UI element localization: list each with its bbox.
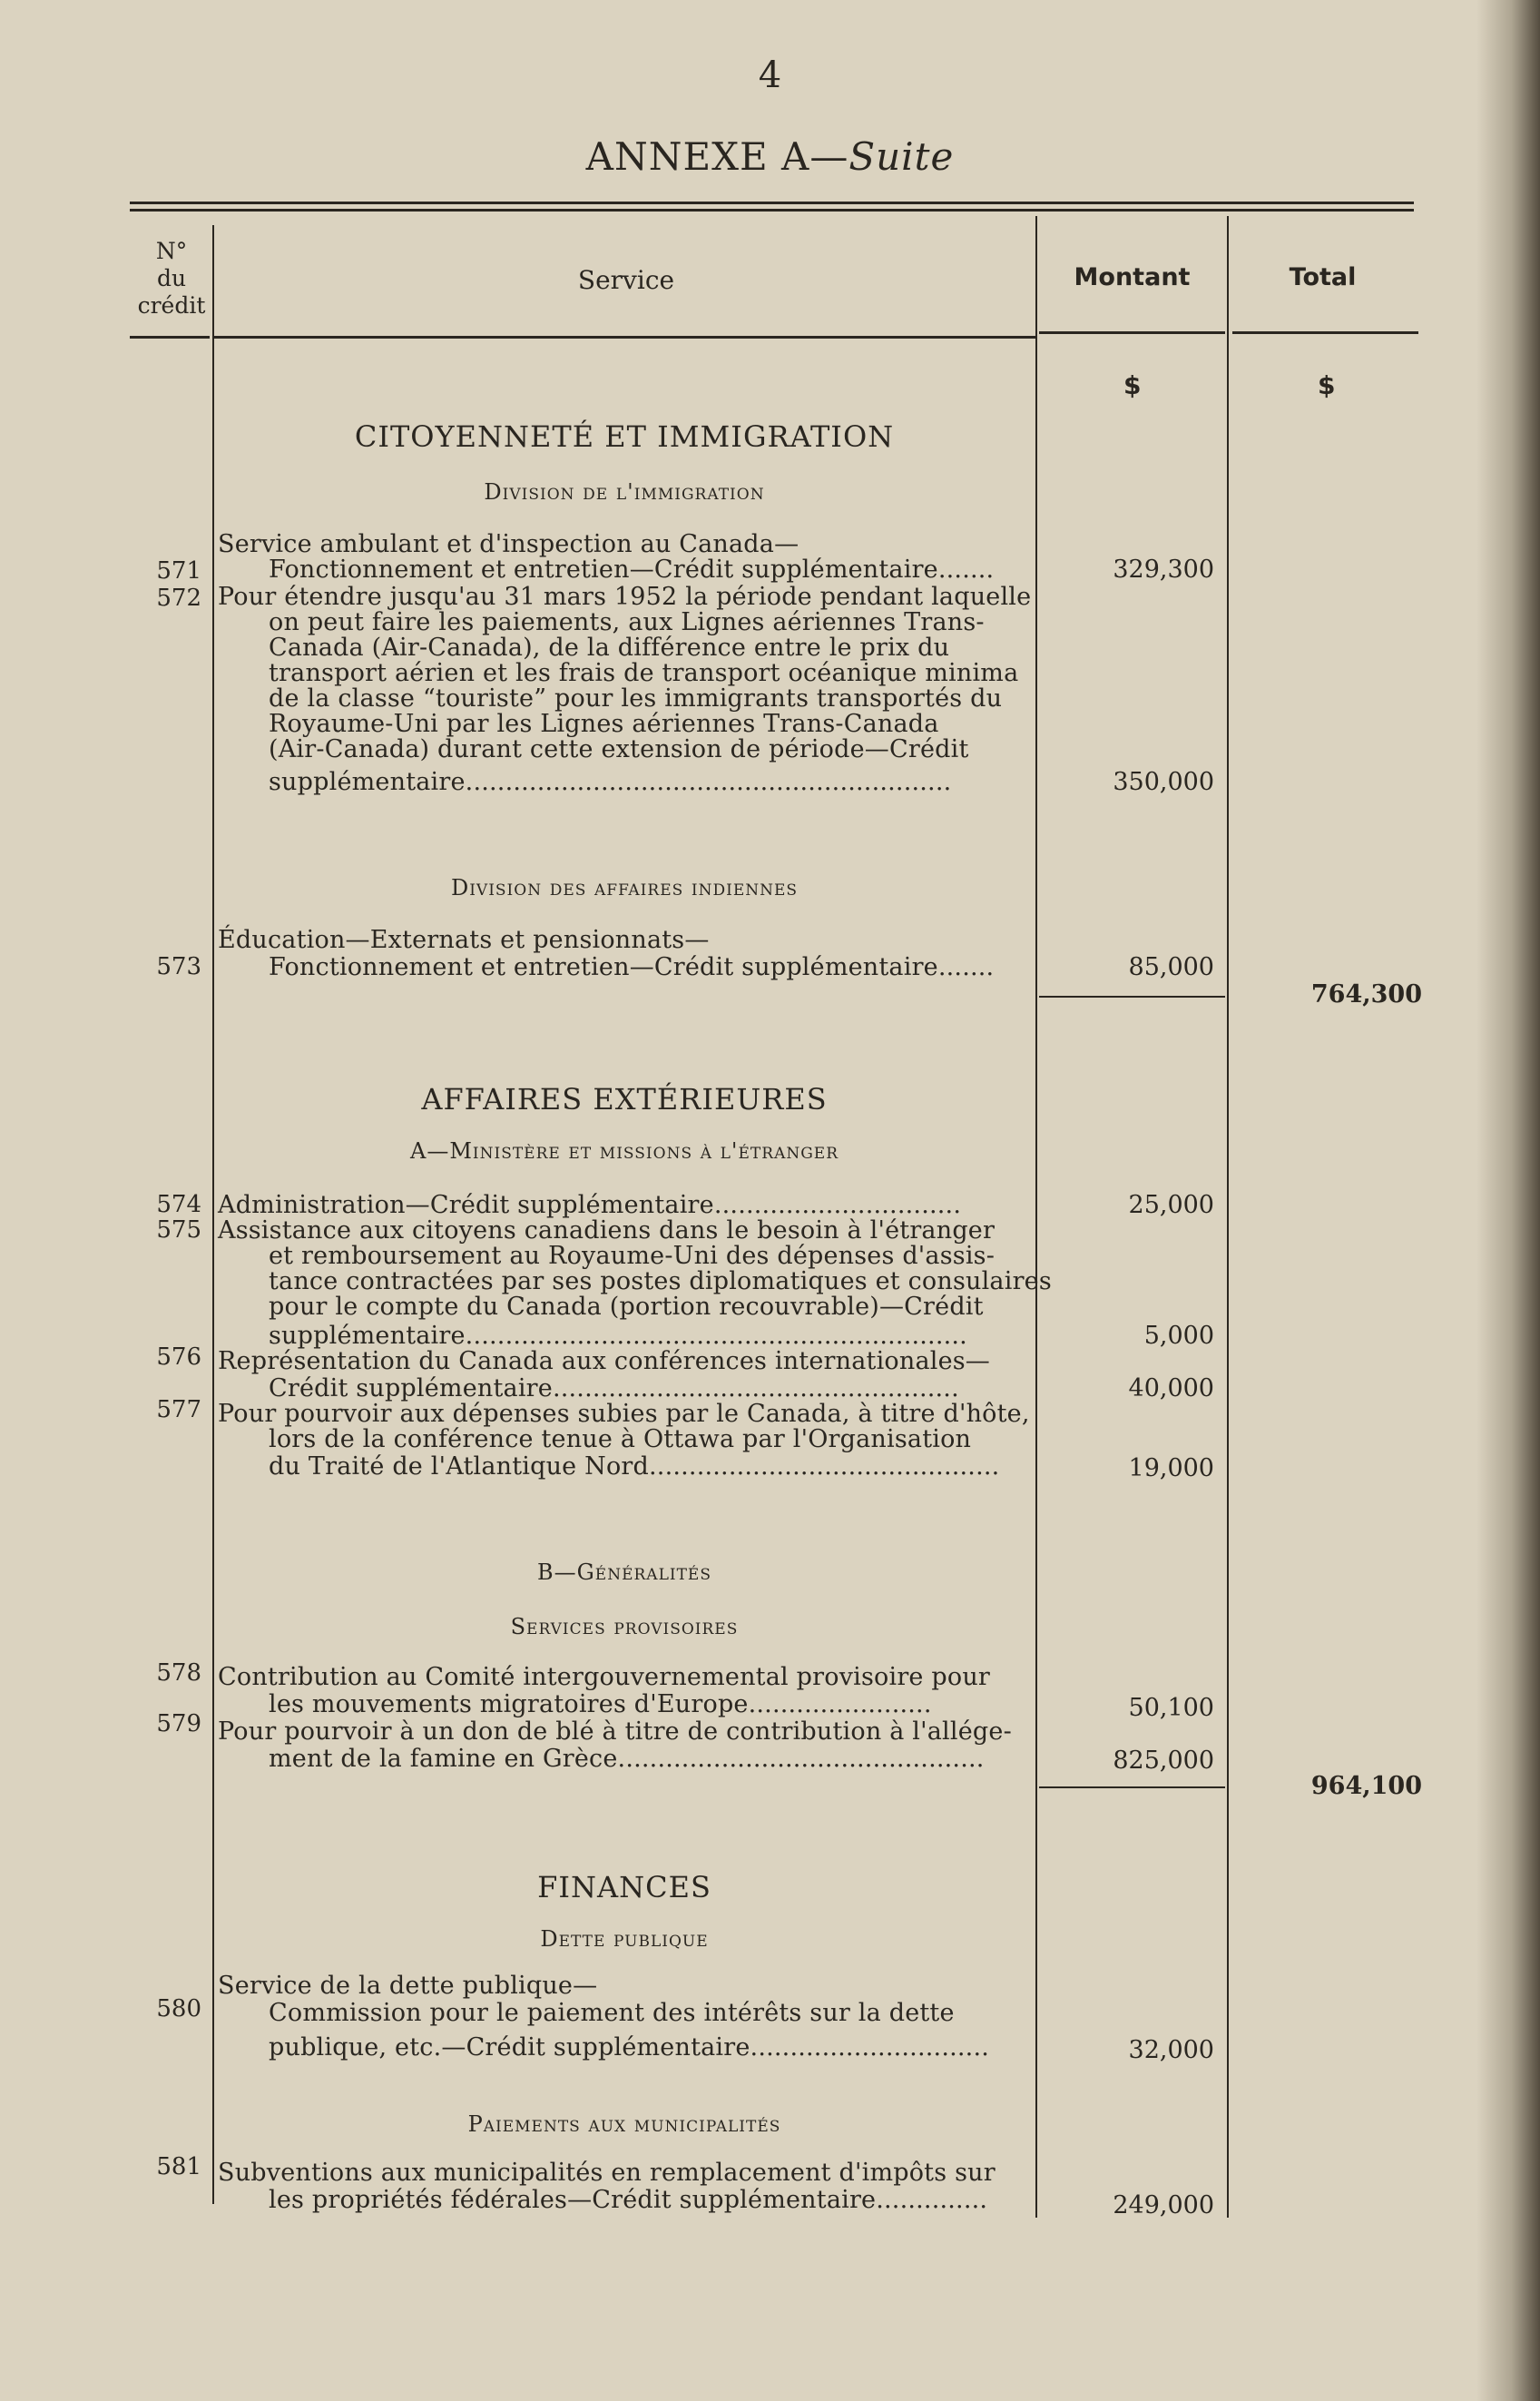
item-572-amount: 350,000	[1113, 768, 1214, 796]
item-575-line-3: tance contractées par ses postes diplomatiques et consulaires	[269, 1267, 1052, 1295]
item-575-line-4: pour le compte du Canada (portion recouvrable)—Crédit	[269, 1293, 984, 1321]
page-edge-shadow	[1476, 0, 1540, 2401]
item-580-line-2: publique, etc.—Crédit supplémentaire..............................	[269, 2033, 990, 2062]
item-572-line-3: Canada (Air-Canada), de la différence entre le prix du	[269, 634, 950, 662]
section-heading-finances: FINANCES	[537, 1870, 711, 1904]
subheading-municipal-payments: Paiements aux municipalités	[467, 2111, 781, 2137]
section-heading-citizenship: CITOYENNETÉ ET IMMIGRATION	[354, 419, 895, 454]
item-577-line-3: du Traité de l'Atlantique Nord............................................	[269, 1452, 1000, 1481]
item-573-line: Fonctionnement et entretien—Crédit supplémentaire.......	[269, 953, 995, 981]
subheading-general: B—Généralités	[537, 1560, 711, 1585]
header-amount: Montant	[1074, 263, 1191, 291]
item-575-line-5: supplémentaire...............................................................	[269, 1322, 967, 1350]
item-572-line-7: (Air-Canada) durant cette extension de période—Crédit	[269, 735, 969, 763]
item-579-number: 579	[156, 1710, 201, 1737]
item-571-intro: Service ambulant et d'inspection au Canada—	[218, 530, 799, 558]
item-575-line-1: Assistance aux citoyens canadiens dans le besoin à l'étranger	[218, 1216, 996, 1245]
item-581-line-2: les propriétés fédérales—Crédit supplémentaire..............	[269, 2186, 988, 2214]
item-572-line-5: de la classe “touriste” pour les immigrants transportés du	[269, 684, 1003, 713]
subheading-public-debt: Dette publique	[540, 1926, 709, 1952]
item-580-line-1: Commission pour le paiement des intérêts sur la dette	[269, 1999, 955, 2027]
header-rule-service	[214, 336, 1035, 339]
item-572-number: 572	[156, 585, 201, 612]
subheading-indian-affairs: Division des affaires indiennes	[450, 875, 799, 900]
item-572-line-1: Pour étendre jusqu'au 31 mars 1952 la période pendant laquelle	[218, 583, 1032, 611]
item-579-line-1: Pour pourvoir à un don de blé à titre de contribution à l'allége-	[218, 1717, 1012, 1746]
subtotal-rule-external	[1039, 1786, 1225, 1788]
item-576-amount: 40,000	[1128, 1374, 1214, 1402]
item-573-number: 573	[156, 953, 201, 980]
item-571-amount: 329,300	[1113, 556, 1214, 584]
item-579-amount: 825,000	[1113, 1747, 1214, 1775]
column-rule-amount-left	[1035, 216, 1037, 2218]
subheading-immigration: Division de l'immigration	[484, 479, 765, 505]
page-title	[0, 134, 1540, 179]
header-rule-credit	[130, 336, 210, 339]
item-580-amount: 32,000	[1128, 2036, 1214, 2064]
item-572-line-2: on peut faire les paiements, aux Lignes aériennes Trans-	[269, 608, 985, 636]
total-unit: $	[1318, 370, 1336, 400]
item-575-line-2: et remboursement au Royaume-Uni des dépenses d'assis-	[269, 1242, 996, 1270]
item-572-line-6: Royaume-Uni par les Lignes aériennes Trans-Canada	[269, 710, 939, 738]
item-580-number: 580	[156, 1995, 201, 2022]
item-575-number: 575	[156, 1216, 201, 1244]
item-573-intro: Éducation—Externats et pensionnats—	[218, 926, 710, 954]
item-577-line-2: lors de la conférence tenue à Ottawa par l'Organisation	[269, 1425, 972, 1453]
subtotal-rule-citizenship	[1039, 996, 1225, 998]
column-rule-service-left	[212, 225, 214, 2204]
item-581-number: 581	[156, 2153, 201, 2180]
header-service: Service	[577, 265, 675, 295]
section-heading-external-affairs: AFFAIRES EXTÉRIEURES	[421, 1082, 828, 1117]
item-573-amount: 85,000	[1128, 953, 1214, 981]
title-italic: Suite	[848, 134, 955, 179]
item-577-number: 577	[156, 1396, 201, 1423]
item-574-number: 574	[156, 1191, 201, 1218]
item-576-line-2: Crédit supplémentaire...................................................	[269, 1374, 959, 1402]
amount-unit: $	[1123, 370, 1142, 400]
item-571-line: Fonctionnement et entretien—Crédit supplémentaire.......	[269, 556, 995, 584]
header-credit-no	[130, 238, 213, 320]
item-578-amount: 50,100	[1128, 1694, 1214, 1722]
item-574-amount: 25,000	[1128, 1191, 1214, 1219]
total-citizenship: 764,300	[1310, 980, 1422, 1009]
top-rule-2	[130, 209, 1414, 212]
header-credit-no-line1: N°	[155, 238, 188, 264]
item-577-amount: 19,000	[1128, 1454, 1214, 1482]
item-572-line-8: supplémentaire.............................................................	[269, 768, 952, 796]
header-rule-amount	[1039, 331, 1225, 334]
item-580-intro: Service de la dette publique—	[218, 1972, 598, 2000]
item-577-line-1: Pour pourvoir aux dépenses subies par le Canada, à titre d'hôte,	[218, 1400, 1030, 1428]
item-578-line-1: Contribution au Comité intergouvernemental provisoire pour	[218, 1663, 991, 1691]
page-number: 4	[758, 54, 782, 96]
header-rule-total	[1232, 331, 1418, 334]
header-total: Total	[1289, 263, 1357, 291]
item-575-amount: 5,000	[1143, 1322, 1214, 1350]
subheading-temporary-services: Services provisoires	[510, 1614, 739, 1639]
title-main: ANNEXE A—	[585, 134, 849, 179]
total-external-affairs: 964,100	[1310, 1772, 1422, 1800]
item-579-line-2: ment de la famine en Grèce..............................................	[269, 1745, 985, 1773]
item-576-number: 576	[156, 1343, 201, 1371]
top-rule-1	[130, 202, 1414, 204]
header-credit-no-line3: crédit	[137, 292, 206, 319]
item-581-line-1: Subventions aux municipalités en remplacement d'impôts sur	[218, 2159, 996, 2187]
item-578-number: 578	[156, 1659, 201, 1687]
item-574-line: Administration—Crédit supplémentaire...............................	[218, 1191, 962, 1219]
item-578-line-2: les mouvements migratoires d'Europe.......................	[269, 1690, 932, 1718]
column-rule-total-left	[1227, 216, 1229, 2218]
item-581-amount: 249,000	[1113, 2191, 1214, 2219]
subheading-ministry-missions: A—Ministère et missions à l'étranger	[409, 1138, 839, 1164]
item-572-line-4: transport aérien et les frais de transport océanique minima	[269, 659, 1019, 687]
item-576-line-1: Représentation du Canada aux conférences internationales—	[218, 1347, 991, 1375]
header-credit-no-line2: du	[156, 265, 187, 291]
item-571-number: 571	[156, 557, 201, 585]
